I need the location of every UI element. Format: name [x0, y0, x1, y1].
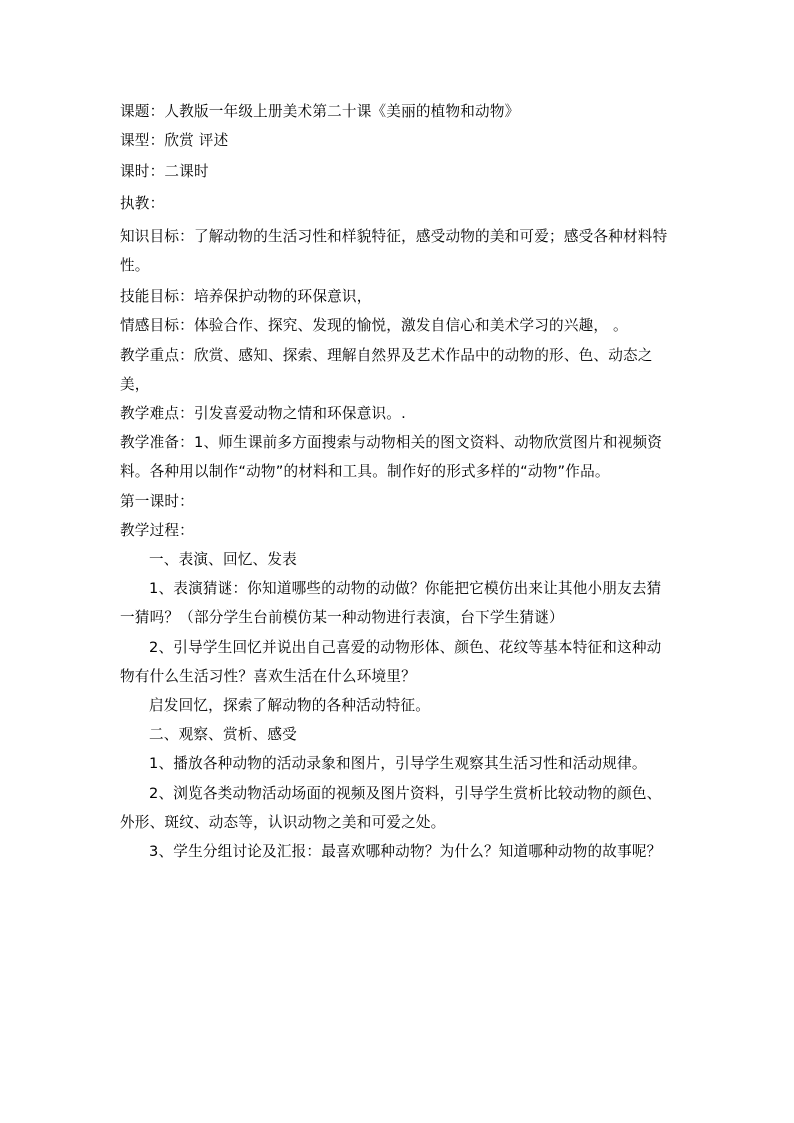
- lesson-teacher: 执教：: [120, 194, 165, 212]
- process-step-1-2: 2、引导学生回忆并说出自己喜爱的动物形体、颜色、花纹等基本特征和这种动物有什么生活习性？喜欢生活在什么环境里？: [120, 638, 662, 685]
- teaching-difficulty: 教学难点：引发喜爱动物之情和环保意识。.: [120, 405, 406, 423]
- teaching-focus: 教学重点：欣赏、感知、探索、理解自然界及艺术作品中的动物的形、色、动态之美，: [120, 346, 653, 393]
- process-summary-1: 启发回忆，探索了解动物的各种活动特征。: [149, 697, 431, 715]
- knowledge-objective: 知识目标：了解动物的生活习性和样貌特征，感受动物的美和可爱；感受各种材料特性。: [120, 227, 668, 275]
- process-step-1-1: 1、表演猜谜：你知道哪些的动物的动做？你能把它模仿出来让其他小朋友去猜一猜吗？（部分学生台前模仿某一种动物进行表演，台下学生猜谜）: [120, 580, 662, 627]
- process-heading: 教学过程：: [120, 521, 194, 539]
- process-step-2-3: 3、学生分组讨论及汇报：最喜欢哪种动物？为什么？知道哪种动物的故事呢？: [149, 843, 662, 861]
- process-step-2-1: 1、播放各种动物的活动录象和图片，引导学生观察其生活习性和活动规律。: [149, 755, 647, 773]
- emotion-objective: 情感目标：体验合作、探究、发现的愉悦，激发自信心和美术学习的兴趣， 。: [120, 317, 628, 335]
- skill-objective: 技能目标：培养保护动物的环保意识，: [120, 288, 372, 306]
- lesson-type: 课型：欣赏 评述: [120, 132, 229, 150]
- teaching-preparation: 教学准备：1、师生课前多方面搜索与动物相关的图文资料、动物欣赏图片和视频资料。各种用以制作“动物”的材料和工具。制作好的形式多样的“动物”作品。: [120, 434, 663, 481]
- section-heading-1: 一、表演、回忆、发表: [149, 551, 297, 569]
- document-body: [120, 97, 676, 866]
- lesson-duration: 课时：二课时: [120, 163, 209, 181]
- process-step-2-2: 2、浏览各类动物活动场面的视频及图片资料，引导学生赏析比较动物的颜色、外形、斑纹、动态等，认识动物之美和可爱之处。: [120, 784, 662, 831]
- first-lesson-heading: 第一课时：: [120, 492, 194, 510]
- section-heading-2: 二、观察、赏析、感受: [149, 726, 297, 744]
- lesson-title: 课题：人教版一年级上册美术第二十课《美丽的植物和动物》: [120, 103, 520, 120]
